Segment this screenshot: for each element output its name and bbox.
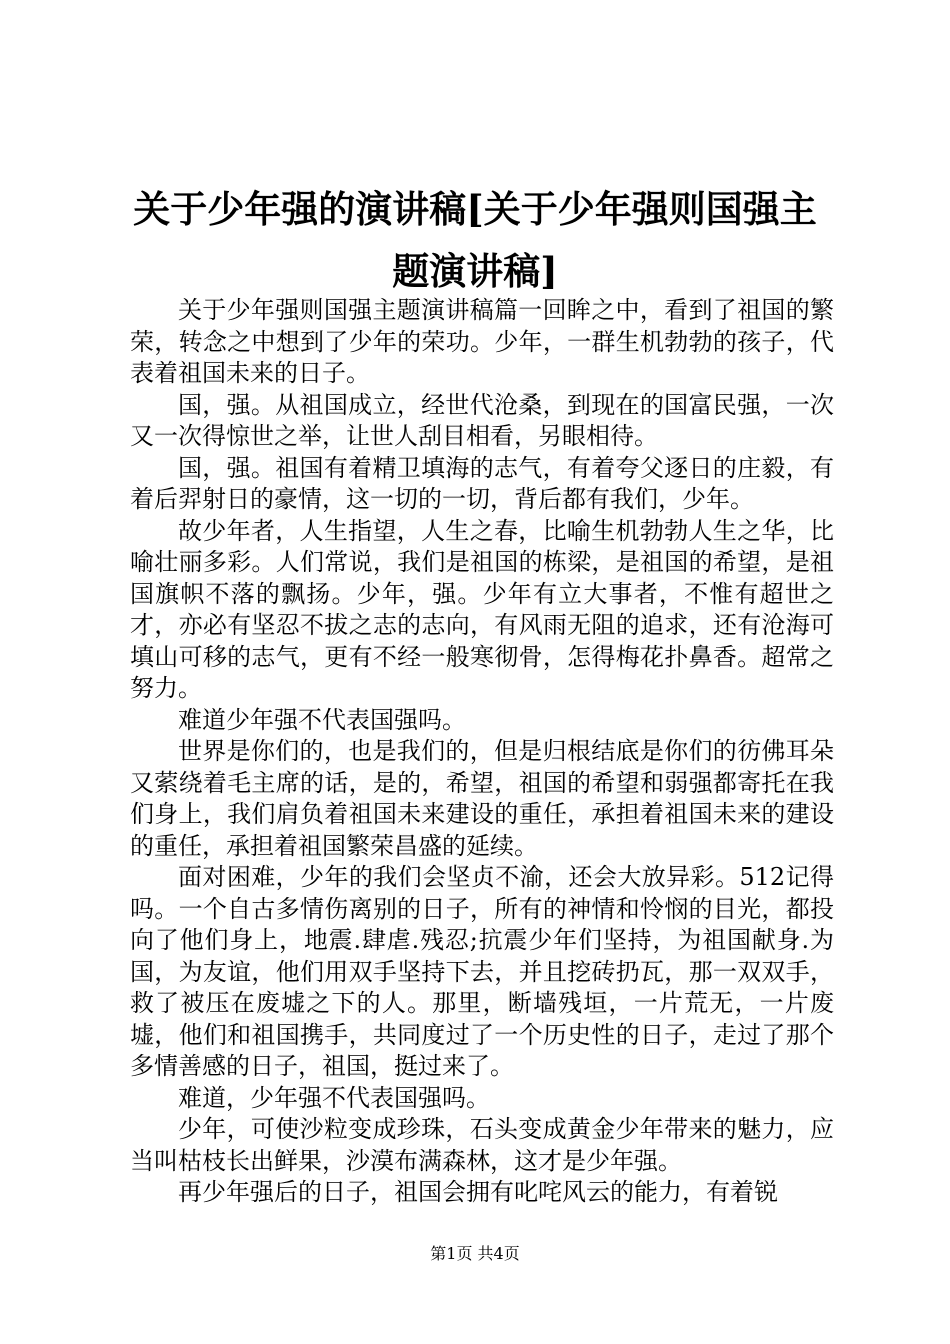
paragraph: 国，强。祖国有着精卫填海的志气，有着夸父逐日的庄毅，有着后羿射日的豪情，这一切的一切，背后都有我们，少年。	[130, 453, 834, 513]
paragraph: 难道，少年强不代表国强吗。	[178, 1083, 490, 1112]
paragraph: 难道少年强不代表国强吗。	[178, 705, 466, 734]
paragraph: 故少年者，人生指望，人生之春，比喻生机勃勃人生之华，比喻壮丽多彩。人们常说，我们是祖国的栋梁，是祖国的希望，是祖国旗帜不落的飘扬。少年，强。少年有立大事者，不惟有超世之才，亦必有坚忍不拔之志的志向，有风雨无阻的追求，还有沧海可填山可移的志气，更有不经一般寒彻骨，怎得梅花扑鼻香。超常之努力。	[130, 516, 834, 702]
page-footer: 第1页 共4页	[430, 1244, 520, 1263]
document-title: 关于少年强的演讲稿[关于少年强则国强主题演讲稿]	[133, 187, 817, 293]
paragraph: 世界是你们的，也是我们的，但是归根结底是你们的彷佛耳朵又萦绕着毛主席的话，是的，希望，祖国的希望和弱强都寄托在我们身上，我们肩负着祖国未来建设的重任，承担着祖国未来的建设的重任，承担着祖国繁荣昌盛的延续。	[130, 737, 834, 860]
paragraph: 关于少年强则国强主题演讲稿篇一回眸之中，看到了祖国的繁荣，转念之中想到了少年的荣功。少年，一群生机勃勃的孩子，代表着祖国未来的日子。	[130, 296, 834, 387]
paragraph: 国，强。从祖国成立，经世代沧桑，到现在的国富民强，一次又一次得惊世之举，让世人刮目相看，另眼相待。	[130, 390, 834, 450]
document-body	[130, 295, 834, 1209]
paragraph: 再少年强后的日子，祖国会拥有叱咤风云的能力，有着锐	[178, 1178, 778, 1206]
paragraph: 面对困难，少年的我们会坚贞不渝，还会大放异彩。512记得吗。一个自古多情伤离别的日子，所有的神情和怜悯的目光，都投向了他们身上，地震.肆虐.残忍;抗震少年们坚持，为祖国献身.为国，为友谊，他们用双手坚持下去，并且挖砖扔瓦，那一双双手，救了被压在废墟之下的人。那里，断墙残垣，一片荒无，一片废墟，他们和祖国携手，共同度过了一个历史性的日子，走过了那个多情善感的日子，祖国，挺过来了。	[130, 863, 834, 1080]
paragraph: 少年，可使沙粒变成珍珠，石头变成黄金少年带来的魅力，应当叫枯枝长出鲜果，沙漠布满森林，这才是少年强。	[130, 1115, 834, 1175]
